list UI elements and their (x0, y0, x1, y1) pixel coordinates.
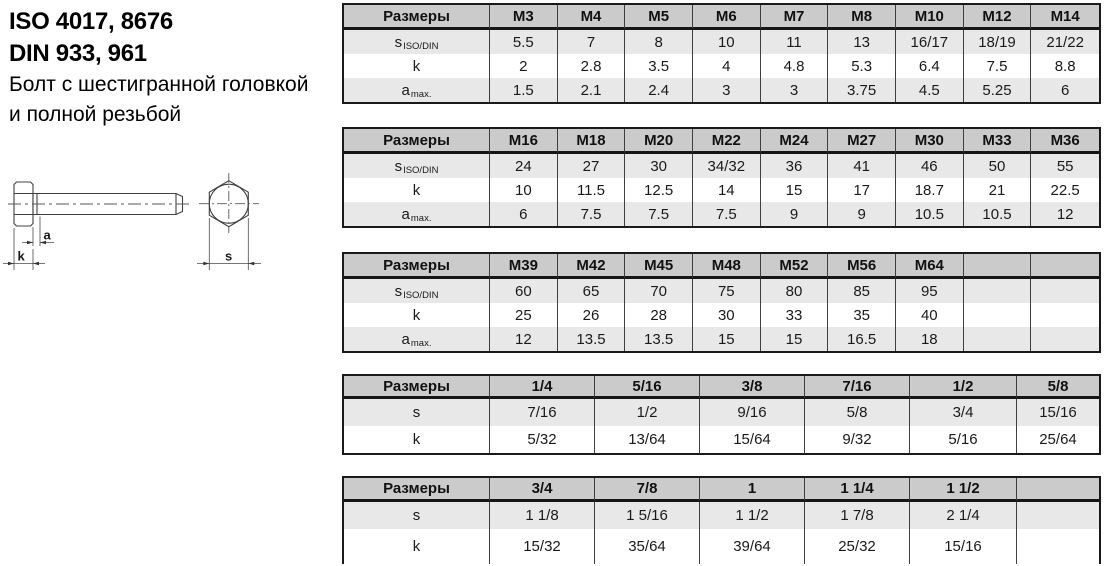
column-header: 3/8 (700, 376, 805, 399)
value-cell: 25 (490, 303, 558, 327)
column-header: 7/8 (595, 478, 700, 502)
value-cell: 46 (896, 154, 964, 178)
value-cell: 30 (693, 303, 761, 327)
value-cell: 15/16 (1017, 399, 1099, 426)
value-cell: 7 (558, 30, 626, 54)
value-cell: 3 (693, 78, 761, 102)
value-cell (1017, 529, 1099, 564)
row-label-s (344, 399, 490, 426)
value-cell: 6.4 (896, 54, 964, 78)
row-label-main: s (412, 404, 421, 421)
row-label-main: k (412, 57, 421, 75)
value-cell: 1 5/16 (595, 502, 700, 529)
dimension-a-label: a (43, 227, 51, 243)
value-cell: 26 (558, 303, 626, 327)
value-cell (1031, 303, 1099, 327)
value-cell: 5/8 (805, 399, 910, 426)
row-label-subscript: max. (410, 88, 432, 100)
value-cell: 3 (761, 78, 829, 102)
value-cell: 35 (828, 303, 896, 327)
value-cell: 9 (828, 202, 896, 226)
row-label-main: k (412, 306, 421, 324)
value-cell: 1 1/2 (700, 502, 805, 529)
row-label-k (344, 54, 490, 78)
value-cell: 9/16 (700, 399, 805, 426)
value-cell: 80 (761, 279, 829, 303)
value-cell: 11 (761, 30, 829, 54)
table-size-header: Размеры (344, 129, 490, 154)
value-cell: 60 (490, 279, 558, 303)
dimension-table-2 (342, 127, 1101, 228)
dimension-k-label: k (17, 248, 25, 264)
value-cell: 7.5 (625, 202, 693, 226)
column-header: M56 (828, 254, 896, 279)
value-cell: 55 (1031, 154, 1099, 178)
column-header: M48 (693, 254, 761, 279)
value-cell: 2.4 (625, 78, 693, 102)
row-label-subscript: ISO/DIN (403, 164, 439, 176)
value-cell: 41 (828, 154, 896, 178)
value-cell: 65 (558, 279, 626, 303)
value-cell: 1 1/8 (490, 502, 595, 529)
value-cell (964, 303, 1032, 327)
value-cell (964, 327, 1032, 351)
column-header: M45 (625, 254, 693, 279)
row-label-a (344, 327, 490, 351)
column-header: M5 (625, 5, 693, 30)
row-label-main: s (394, 157, 403, 175)
table-size-header: Размеры (344, 376, 490, 399)
column-header: 5/8 (1017, 376, 1099, 399)
column-header: M16 (490, 129, 558, 154)
dimension-s-label: s (225, 248, 233, 264)
value-cell: 18 (896, 327, 964, 351)
value-cell: 2.1 (558, 78, 626, 102)
dimension-table-4 (342, 374, 1101, 455)
value-cell: 34/32 (693, 154, 761, 178)
row-label-a (344, 78, 490, 102)
value-cell: 4 (693, 54, 761, 78)
value-cell: 7.5 (693, 202, 761, 226)
value-cell: 1/2 (595, 399, 700, 426)
value-cell: 5/16 (910, 426, 1017, 453)
value-cell: 85 (828, 279, 896, 303)
column-header: 1 1/2 (910, 478, 1017, 502)
column-header: 1 (700, 478, 805, 502)
row-label-s (344, 30, 490, 54)
row-label-s (344, 154, 490, 178)
table-size-header: Размеры (344, 5, 490, 30)
value-cell: 8 (625, 30, 693, 54)
value-cell: 15/16 (910, 529, 1017, 564)
value-cell: 6 (490, 202, 558, 226)
row-label-main: k (412, 431, 421, 448)
row-label-k (344, 303, 490, 327)
column-header: M6 (693, 5, 761, 30)
column-header: M52 (761, 254, 829, 279)
value-cell: 5.3 (828, 54, 896, 78)
row-label-main: k (412, 181, 421, 199)
row-label-subscript: max. (410, 212, 432, 224)
dimension-table-3 (342, 252, 1101, 353)
value-cell: 14 (693, 178, 761, 202)
column-header: M14 (1031, 5, 1099, 30)
value-cell: 13.5 (558, 327, 626, 351)
row-label-subscript: ISO/DIN (403, 40, 439, 52)
column-header: M64 (896, 254, 964, 279)
value-cell: 7/16 (490, 399, 595, 426)
value-cell: 75 (693, 279, 761, 303)
row-label-s (344, 279, 490, 303)
column-header: M39 (490, 254, 558, 279)
value-cell: 16.5 (828, 327, 896, 351)
value-cell: 16/17 (896, 30, 964, 54)
value-cell: 5/32 (490, 426, 595, 453)
din-standard-title: DIN 933, 961 (9, 40, 147, 67)
column-header: M24 (761, 129, 829, 154)
value-cell: 15/64 (700, 426, 805, 453)
value-cell: 3/4 (910, 399, 1017, 426)
value-cell: 10.5 (964, 202, 1032, 226)
value-cell: 70 (625, 279, 693, 303)
column-header: 1 1/4 (805, 478, 910, 502)
column-header: M3 (490, 5, 558, 30)
row-label-subscript: max. (410, 337, 432, 349)
column-header: 1/2 (910, 376, 1017, 399)
value-cell: 3.75 (828, 78, 896, 102)
value-cell: 5.5 (490, 30, 558, 54)
value-cell: 2 (490, 54, 558, 78)
value-cell: 25/32 (805, 529, 910, 564)
table-size-header: Размеры (344, 478, 490, 502)
value-cell: 21 (964, 178, 1032, 202)
value-cell (1017, 502, 1099, 529)
value-cell: 1 7/8 (805, 502, 910, 529)
value-cell: 7.5 (558, 202, 626, 226)
column-header: M27 (828, 129, 896, 154)
value-cell: 24 (490, 154, 558, 178)
column-header: M12 (964, 5, 1032, 30)
value-cell: 27 (558, 154, 626, 178)
row-label-subscript: ISO/DIN (403, 289, 439, 301)
value-cell: 8.8 (1031, 54, 1099, 78)
column-header: M10 (896, 5, 964, 30)
value-cell: 2 1/4 (910, 502, 1017, 529)
table-size-header: Размеры (344, 254, 490, 279)
column-header (1017, 478, 1099, 502)
value-cell: 13.5 (625, 327, 693, 351)
column-header: M7 (761, 5, 829, 30)
value-cell: 13/64 (595, 426, 700, 453)
column-header: M22 (693, 129, 761, 154)
column-header: M36 (1031, 129, 1099, 154)
value-cell: 25/64 (1017, 426, 1099, 453)
product-description-line-2: и полной резьбой (9, 103, 182, 126)
value-cell: 6 (1031, 78, 1099, 102)
value-cell: 22.5 (1031, 178, 1099, 202)
row-label-main: s (394, 282, 403, 300)
row-label-a (344, 202, 490, 226)
value-cell: 15/32 (490, 529, 595, 564)
row-label-k (344, 529, 490, 564)
value-cell: 10 (693, 30, 761, 54)
row-label-main: a (401, 81, 410, 99)
value-cell: 39/64 (700, 529, 805, 564)
value-cell: 40 (896, 303, 964, 327)
column-header: M42 (558, 254, 626, 279)
value-cell: 36 (761, 154, 829, 178)
value-cell: 9 (761, 202, 829, 226)
value-cell (1031, 279, 1099, 303)
value-cell: 12.5 (625, 178, 693, 202)
value-cell: 28 (625, 303, 693, 327)
column-header: M30 (896, 129, 964, 154)
dimension-table-1 (342, 3, 1101, 104)
value-cell: 5.25 (964, 78, 1032, 102)
column-header (1031, 254, 1099, 279)
row-label-s (344, 502, 490, 529)
value-cell: 4.5 (896, 78, 964, 102)
value-cell: 1.5 (490, 78, 558, 102)
value-cell: 17 (828, 178, 896, 202)
column-header: 1/4 (490, 376, 595, 399)
value-cell: 21/22 (1031, 30, 1099, 54)
product-description-line-1: Болт с шестигранной головкой (9, 73, 309, 96)
row-label-main: s (412, 507, 421, 524)
value-cell: 9/32 (805, 426, 910, 453)
value-cell: 35/64 (595, 529, 700, 564)
value-cell: 15 (693, 327, 761, 351)
value-cell: 11.5 (558, 178, 626, 202)
value-cell: 33 (761, 303, 829, 327)
value-cell: 95 (896, 279, 964, 303)
value-cell: 12 (490, 327, 558, 351)
column-header: 5/16 (595, 376, 700, 399)
value-cell: 18/19 (964, 30, 1032, 54)
value-cell: 15 (761, 327, 829, 351)
column-header: M18 (558, 129, 626, 154)
column-header (964, 254, 1032, 279)
value-cell (1031, 327, 1099, 351)
row-label-k (344, 426, 490, 453)
value-cell: 13 (828, 30, 896, 54)
row-label-main: a (401, 330, 410, 348)
dimension-table-5 (342, 476, 1101, 564)
column-header: 7/16 (805, 376, 910, 399)
value-cell: 2.8 (558, 54, 626, 78)
row-label-k (344, 178, 490, 202)
value-cell: 10.5 (896, 202, 964, 226)
value-cell: 12 (1031, 202, 1099, 226)
value-cell: 3.5 (625, 54, 693, 78)
value-cell: 50 (964, 154, 1032, 178)
value-cell: 7.5 (964, 54, 1032, 78)
column-header: M8 (828, 5, 896, 30)
row-label-main: k (412, 538, 421, 555)
iso-standard-title: ISO 4017, 8676 (9, 8, 173, 35)
value-cell: 4.8 (761, 54, 829, 78)
column-header: M20 (625, 129, 693, 154)
row-label-main: a (401, 205, 410, 223)
value-cell: 15 (761, 178, 829, 202)
value-cell: 30 (625, 154, 693, 178)
column-header: M4 (558, 5, 626, 30)
value-cell: 10 (490, 178, 558, 202)
row-label-main: s (394, 33, 403, 51)
value-cell (964, 279, 1032, 303)
column-header: M33 (964, 129, 1032, 154)
column-header: 3/4 (490, 478, 595, 502)
value-cell: 18.7 (896, 178, 964, 202)
